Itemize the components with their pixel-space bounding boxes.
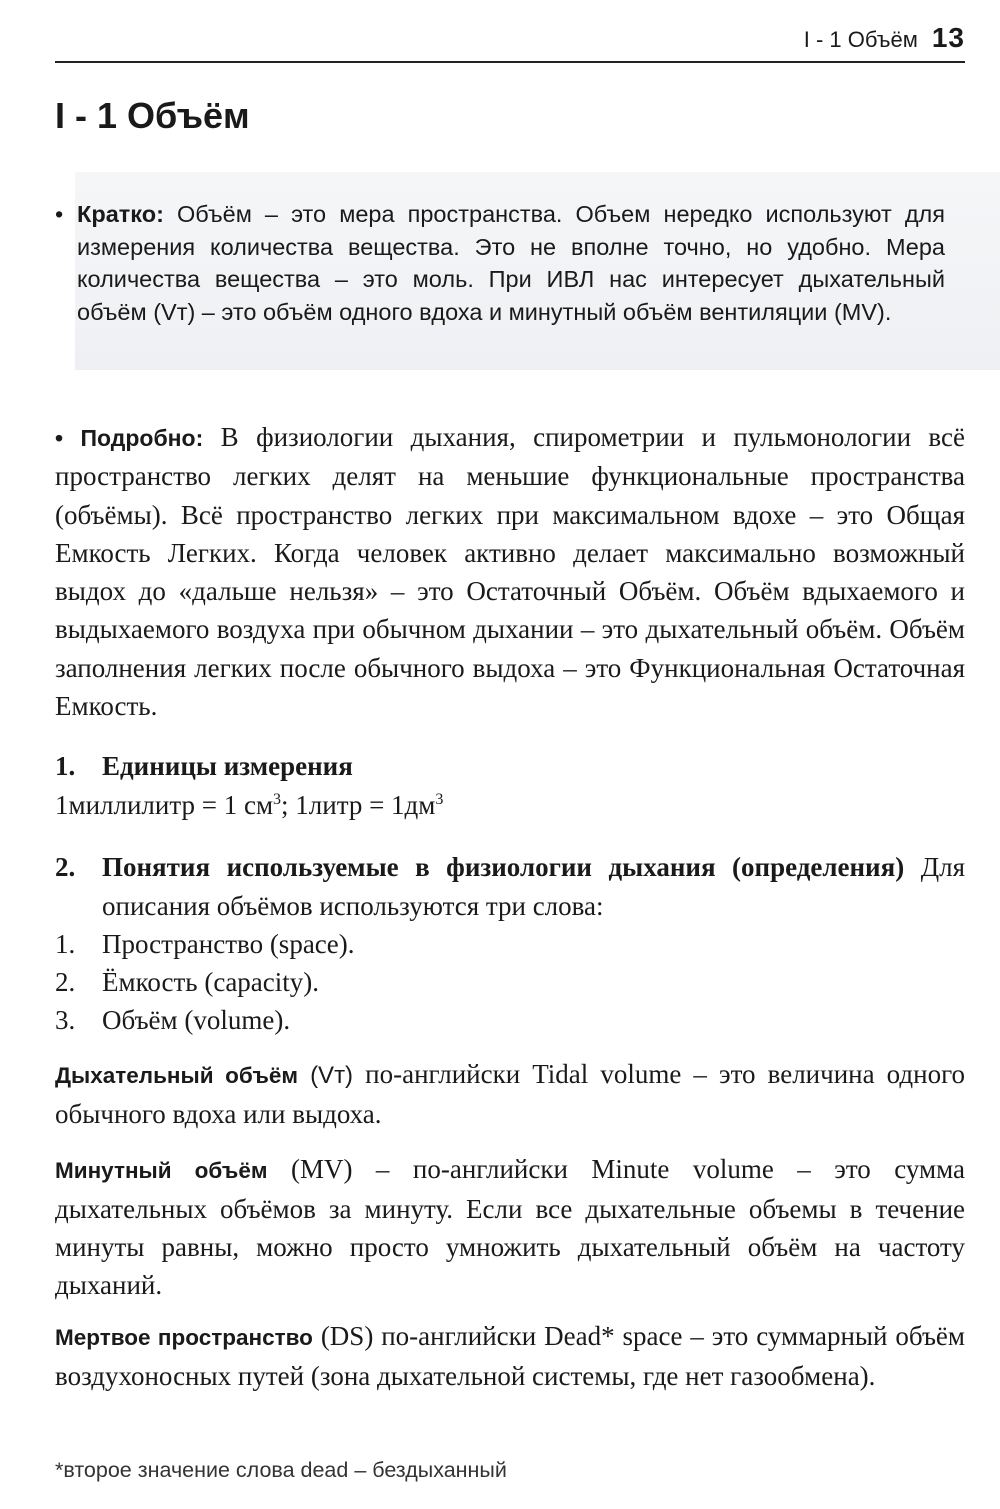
definition-term: Дыхательный объём	[55, 1063, 299, 1088]
header-divider	[55, 61, 965, 63]
summary-text: Объём – это мера пространства. Объем нередко используют для измерения количества вещества. Это не вполне точно, но удобно. Мера количества вещества – это моль. При ИВЛ нас интересует дыхательный объём (Vт) – это объём одного вдоха и минутный объём вентиляции (MV).	[77, 201, 945, 325]
list-item	[55, 1001, 290, 1039]
concepts-heading-text: Понятия используемые в физиологии дыхания (определения)	[102, 852, 905, 882]
bullet-icon: •	[55, 201, 64, 227]
summary-label: Кратко:	[77, 201, 164, 227]
definition-term: Мертвое пространство	[55, 1325, 313, 1350]
definition-abbr: (DS)	[312, 1321, 374, 1351]
definition-text: – по-английски Minute volume – это сумма дыхательных объёмов за минуту. Если все дыхательные объемы в течение минуты равны, можно просто умножить дыхательный объём на частоту дыханий.	[55, 1154, 965, 1300]
list-item	[55, 963, 319, 1001]
concepts-number: 2.	[55, 852, 76, 882]
summary-block	[55, 198, 945, 328]
concepts-heading	[55, 848, 965, 925]
concepts-intro: Для описания объёмов используются три слова:	[102, 852, 966, 921]
definition-text: по-английски Dead* space – это суммарный объём воздухоносных путей (зона дыхательной системы, где нет газообмена).	[55, 1321, 965, 1391]
section-title: I - 1 Объём	[55, 95, 250, 136]
definition-dead-space	[55, 1317, 965, 1395]
summary-body	[77, 198, 945, 328]
definition-term: Минутный объём	[55, 1158, 268, 1183]
units-heading	[55, 747, 965, 786]
detail-paragraph	[55, 418, 965, 725]
page-number: 13	[931, 22, 965, 53]
units-number: 1.	[55, 751, 76, 781]
detail-bullet: •	[55, 425, 64, 451]
definition-abbr: (MV)	[267, 1154, 353, 1184]
definition-tidal-volume	[55, 1055, 965, 1133]
running-title: I - 1 Объём	[803, 27, 918, 52]
units-text-b: ; 1литр = 1дм	[281, 790, 436, 820]
detail-label: Подробно:	[80, 425, 204, 451]
running-header	[55, 22, 965, 54]
units-sup-b: 3	[435, 791, 444, 808]
definition-abbr: (Vт)	[298, 1062, 354, 1089]
list-item-number: 1.	[55, 929, 76, 959]
list-item-text: Объём (volume).	[102, 1005, 291, 1035]
footnote: *второе значение слова dead – бездыханный	[55, 1458, 507, 1482]
units-text-a: 1миллилитр = 1 см	[55, 790, 274, 820]
list-item	[55, 925, 355, 963]
list-item-number: 3.	[55, 1005, 76, 1035]
units-line	[55, 786, 443, 824]
definition-minute-volume	[55, 1150, 965, 1304]
list-item-text: Пространство (space).	[102, 929, 355, 959]
list-item-text: Ёмкость (capacity).	[102, 967, 320, 997]
list-item-number: 2.	[55, 967, 76, 997]
definition-text: по-английски Tidal volume – это величина одного обычного вдоха или выдоха.	[55, 1059, 965, 1129]
units-sup-a: 3	[273, 791, 282, 808]
units-heading-text: Единицы измерения	[102, 751, 353, 781]
detail-text: В физиологии дыхания, спирометрии и пульмонологии всё пространство легких делят на меньшие функциональные пространства (объёмы). Всё пространство легких при максимальном вдохе – это Общая Емкость Легких. Когда человек активно делает максимально возможный выдох до «дальше нельзя» – это Остаточный Объём. Объём вдыхаемого и выдыхаемого воздуха при обычном дыхании – это дыхательный объём. Объём заполнения легких после обычного выдоха – это Функциональная Остаточная Емкость.	[55, 422, 965, 722]
